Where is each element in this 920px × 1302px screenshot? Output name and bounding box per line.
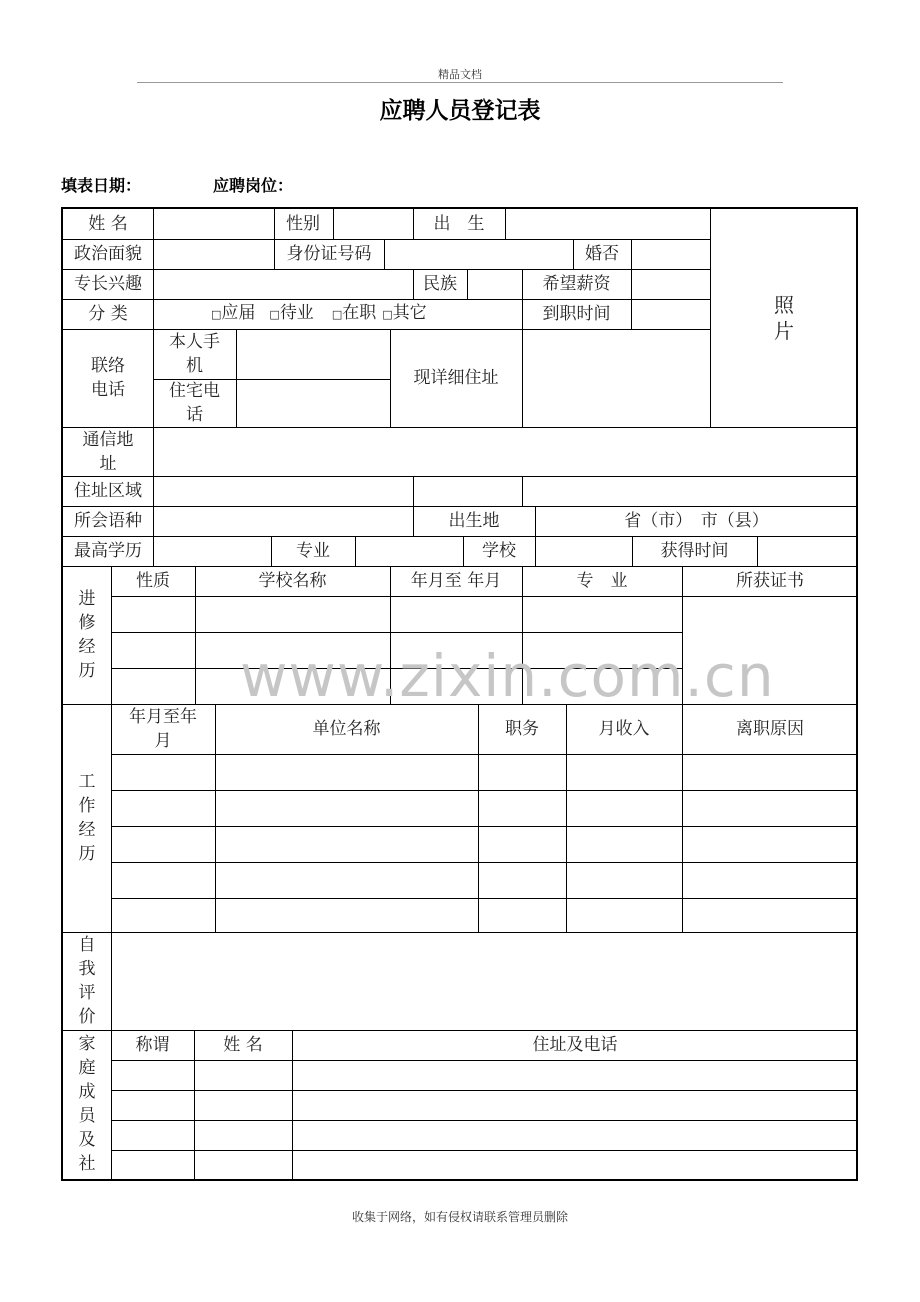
grid-v-line [413,476,414,506]
province-city-hint: 省（市） 市（县） [624,511,769,531]
label-contact-phone: 联络 电话 [91,356,125,400]
grid-v-line [757,536,758,566]
label-name: 姓 名 [88,214,128,234]
label-language: 所会语种 [74,511,142,531]
label-birthplace: 出生地 [448,511,500,531]
watermark: www.zixin.com.cn [240,642,775,710]
grid-v-line [535,536,536,566]
grid-v-line [111,566,112,1181]
grid-h-line [111,1060,858,1061]
label-ethnic: 民族 [423,274,457,294]
grid-v-line [236,329,237,427]
label-mobile: 本人手 机 [169,332,220,376]
grid-h-line [111,596,858,597]
form-title: 应聘人员登记表 [379,98,541,124]
work-col-leave-reason: 离职原因 [736,719,804,739]
label-region: 住址区域 [74,481,142,501]
label-school: 学校 [482,541,516,561]
grid-h-line [111,1090,858,1091]
work-col-title: 职务 [505,719,539,739]
work-col-company: 单位名称 [312,719,381,739]
grid-v-line [467,269,468,299]
grid-h-line [63,427,858,428]
label-obtained-time: 获得时间 [660,541,729,561]
grid-v-line [355,536,356,566]
label-hobby: 专长兴趣 [74,274,142,294]
study-col-type: 性质 [136,571,170,591]
option-unemployed[interactable]: □待业 [269,303,314,323]
label-salary: 希望薪资 [542,274,611,294]
label-start-time: 到职时间 [542,304,611,324]
grid-v-line [522,329,523,427]
label-address: 现详细住址 [413,368,499,388]
label-politics: 政治面貌 [74,244,142,264]
grid-h-line [111,898,858,899]
fill-date-label: 填表日期： [61,176,142,195]
category-options [153,299,522,329]
grid-h-line [111,754,858,755]
grid-v-line [153,476,154,566]
option-fresh-graduate[interactable]: □应届 [211,303,256,323]
grid-h-line [111,862,858,863]
family-col-address-phone: 住址及电话 [532,1035,618,1055]
grid-h-line [63,932,858,933]
grid-h-line [111,826,858,827]
family-col-name: 姓 名 [223,1035,263,1055]
label-study-history: 进 修 经 历 [78,589,96,681]
study-col-school: 学校名称 [258,571,327,591]
label-mailing-address: 通信地 址 [82,429,134,474]
grid-h-line [63,476,858,477]
grid-v-line [505,209,506,239]
grid-v-line [631,299,632,329]
position-label: 应聘岗位： [213,176,294,195]
study-col-certificate: 所获证书 [736,571,804,591]
grid-v-line [522,476,523,506]
page-header: 精品文档 [438,68,482,81]
page-footer: 收集于网络，如有侵权请联系管理员删除 [351,1210,568,1224]
option-other[interactable]: □其它 [382,303,427,323]
label-family: 家 庭 成 员 及 社 [78,1034,96,1174]
label-work-history: 工 作 经 历 [78,772,96,864]
work-col-income: 月收入 [598,719,650,739]
grid-h-line [111,1120,858,1121]
label-major: 专业 [296,541,330,561]
label-gender: 性别 [286,214,320,234]
label-birth: 出 生 [433,214,485,234]
study-col-period: 年月至 年月 [410,571,502,591]
grid-h-line [111,790,858,791]
family-col-relation: 称谓 [135,1035,170,1055]
label-self-evaluation: 自 我 评 价 [78,935,96,1027]
option-employed[interactable]: □在职 [331,303,377,323]
study-col-major: 专 业 [576,571,628,591]
label-id-number: 身份证号码 [286,244,372,264]
header-rule [137,82,783,83]
label-education: 最高学历 [74,541,142,561]
grid-v-line [384,239,385,269]
label-marital: 婚否 [585,244,619,264]
label-home-phone: 住宅电 话 [169,381,220,425]
grid-v-line [333,209,334,239]
work-col-period: 年月至年 月 [129,707,197,751]
grid-h-line [111,1150,858,1151]
grid-h-line [111,632,682,633]
label-category: 分 类 [88,304,128,324]
photo-cell: 照 片 [774,293,794,343]
